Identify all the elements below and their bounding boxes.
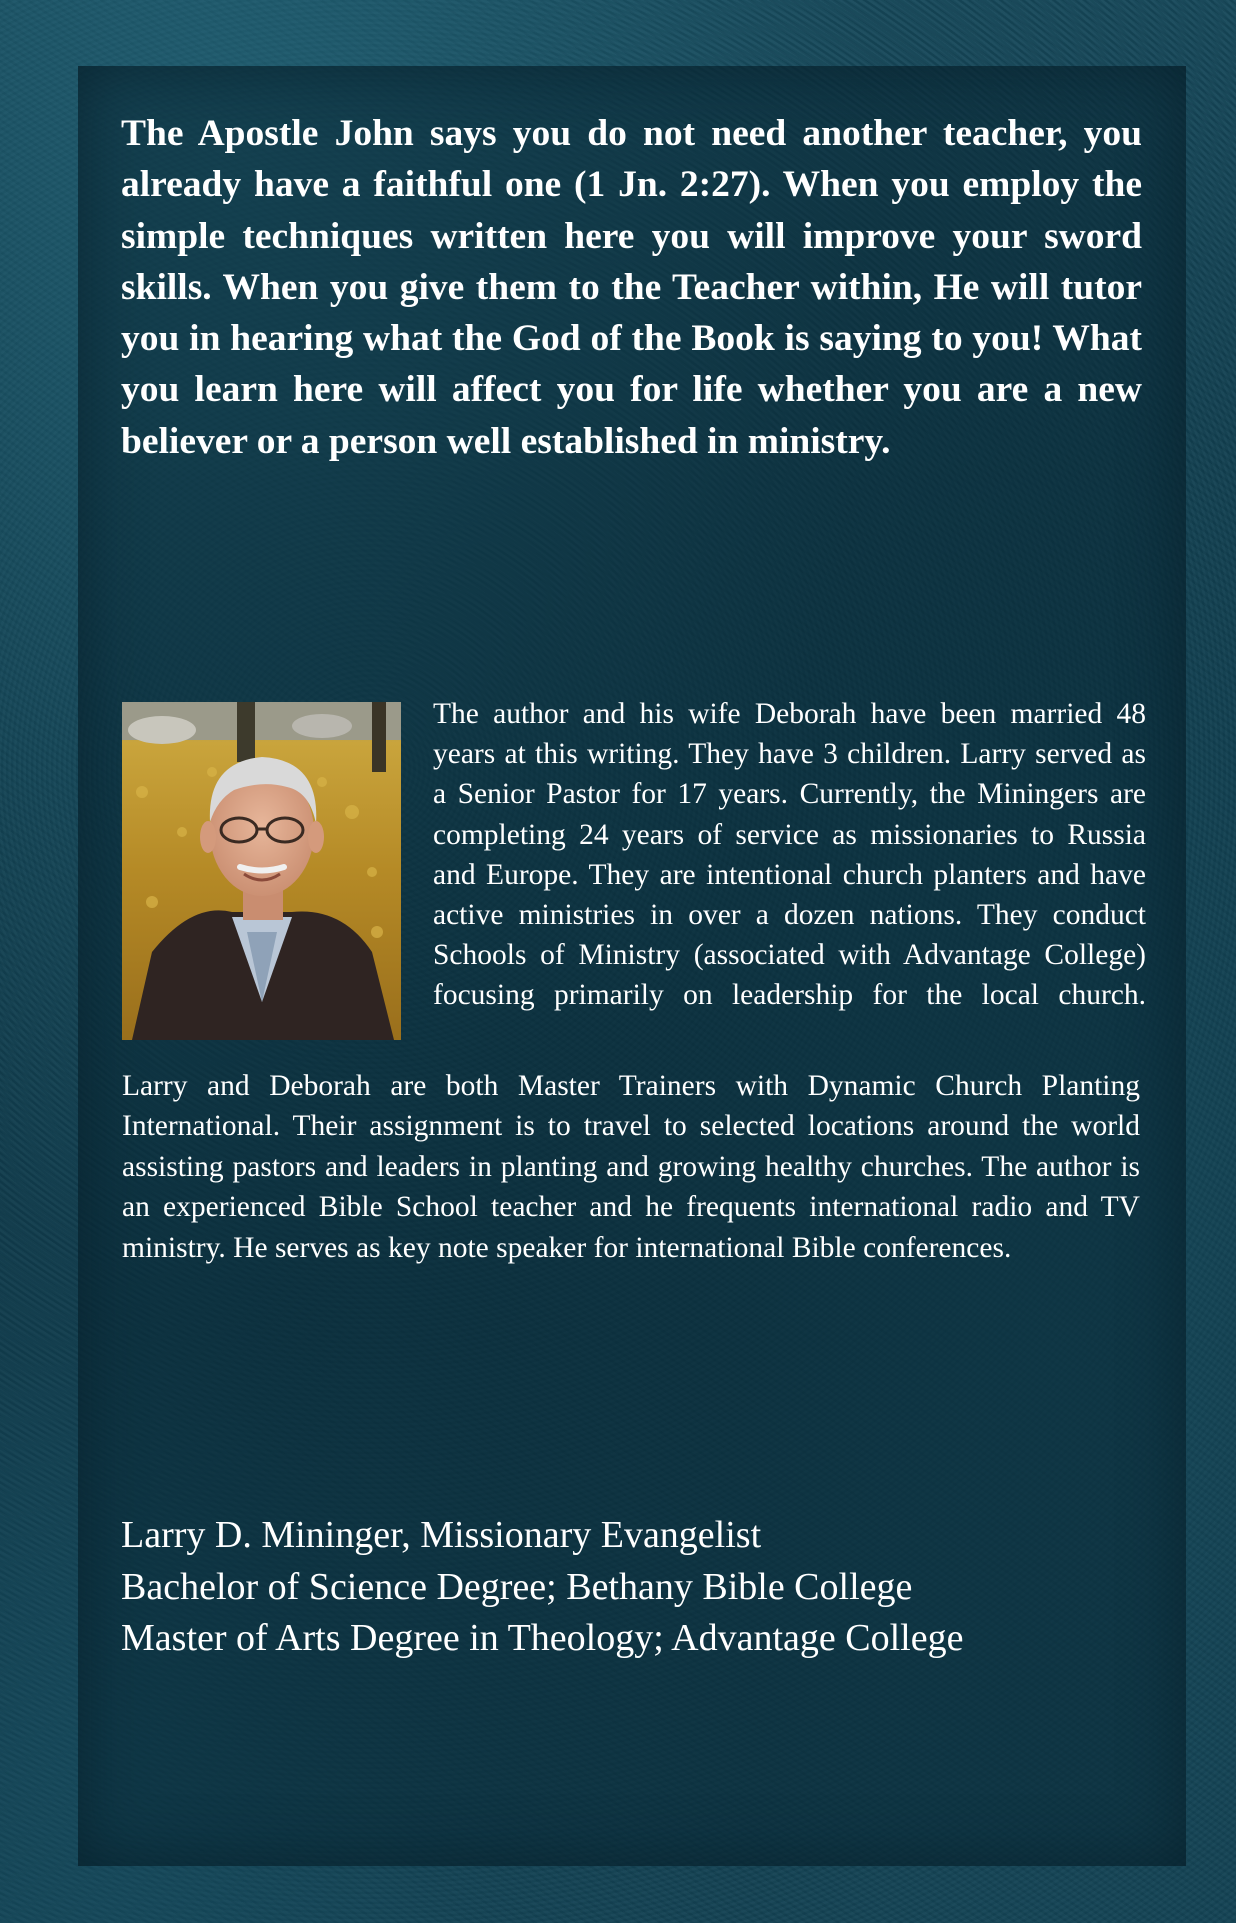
credential-bachelor-degree: Bachelor of Science Degree; Bethany Bible College [121,1565,913,1608]
author-bio-bottom: Larry and Deborah are both Master Trainers with Dynamic Church Planting International. Their assignment is to travel to selected locations around the world assisting pastors and leaders in planting and growing healthy churches. The author is an experienced Bible School teacher and he frequents international radio and TV ministry. He serves as key note speaker for international Bible conferences. [122,1070,1140,1264]
author-bio-top: The author and his wife Deborah have been married 48 years at this writing. They have 3 children. Larry served as a Senior Pastor for 17 years. Currently, the Miningers are completing 24 years of service as missionaries to Russia and Europe. They are intentional church planters and have active ministries in over a dozen nations. They conduct Schools of Ministry (associated with Advantage College) focusing primarily on leadership for the local church. [433,698,1146,1012]
author-photo [122,702,401,1040]
credential-name-title: Larry D. Mininger, Missionary Evangelist [121,1514,762,1556]
credential-master-degree: Master of Arts Degree in Theology; Advantage College [121,1617,964,1659]
author-portrait-icon [122,702,401,1040]
author-credentials [121,1510,1161,1665]
intro-paragraph: The Apostle John says you do not need another teacher, you already have a faithful one (1 Jn. 2:27). When you employ the simple techniques written here you will improve your sword skills. When you give them to the Teacher within, He will tutor you in hearing what the God of the Book is saying to you! What you learn here will affect you for life whether you are a new believer or a person well established in ministry. [121,113,1142,462]
